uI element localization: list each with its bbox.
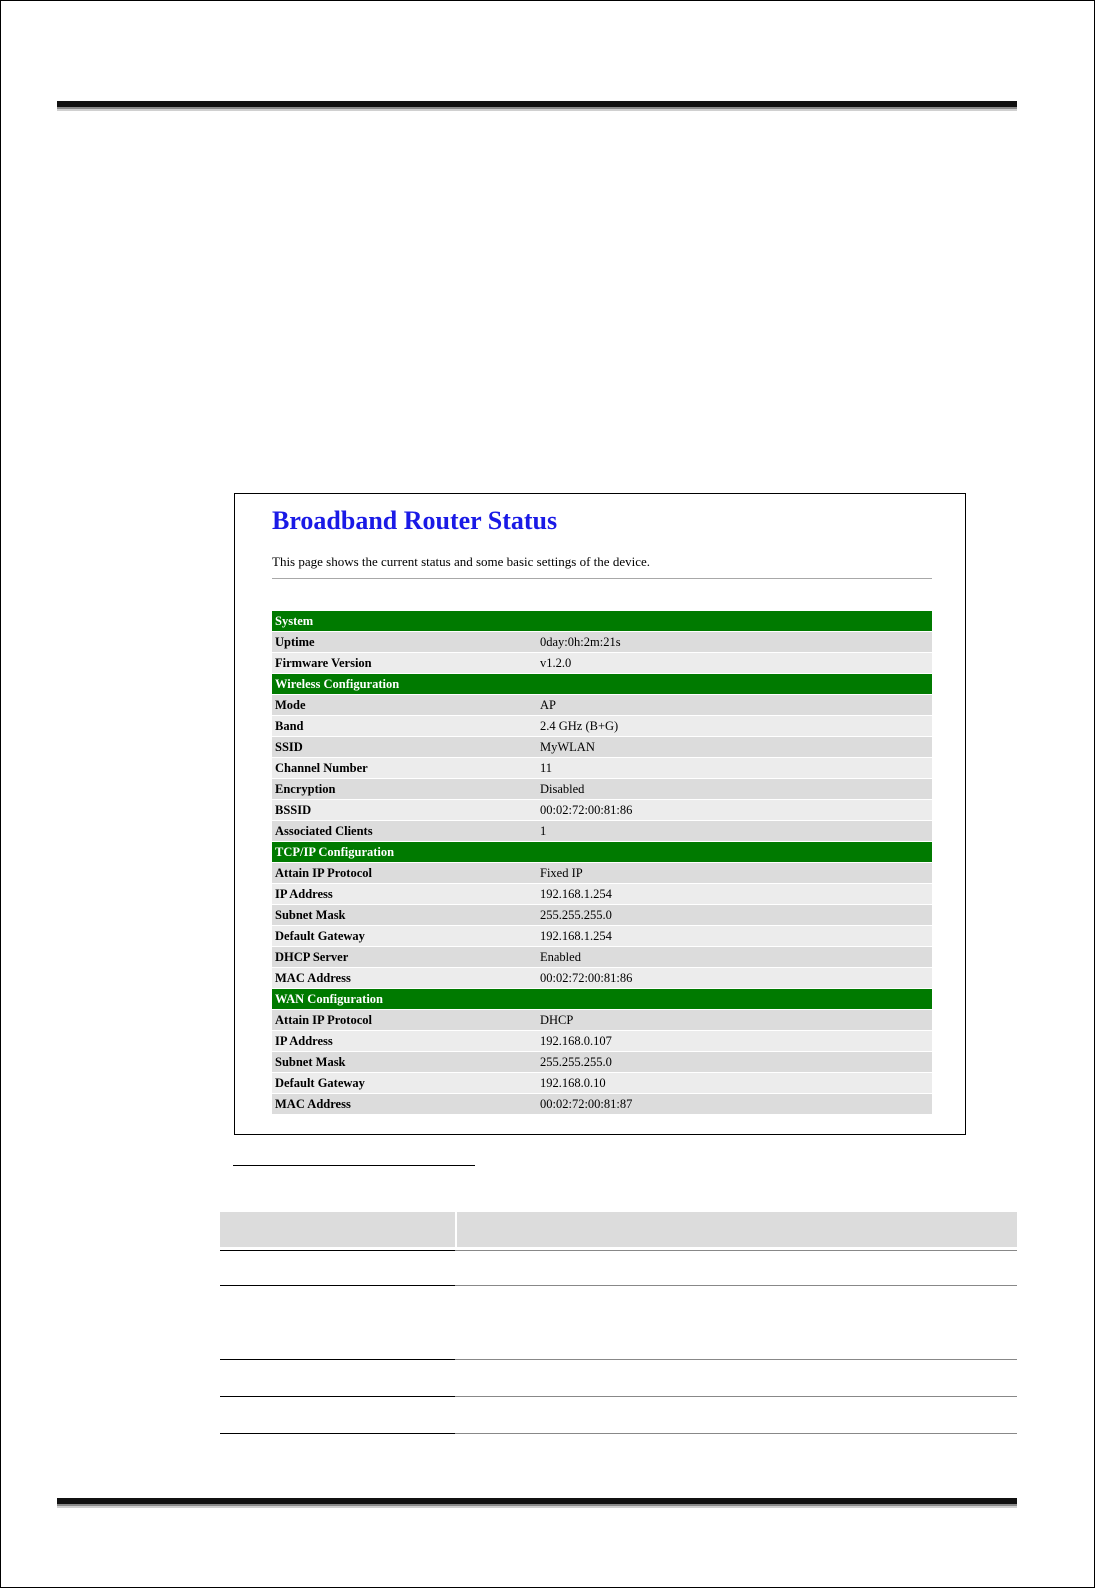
parameter-table-header-cell bbox=[457, 1212, 1017, 1247]
row-value: Disabled bbox=[537, 779, 932, 799]
row-label: Subnet Mask bbox=[272, 1052, 537, 1072]
table-row bbox=[272, 758, 932, 778]
row-value: Enabled bbox=[537, 947, 932, 967]
table-row bbox=[272, 653, 932, 673]
section-header bbox=[272, 674, 932, 694]
row-label: BSSID bbox=[272, 800, 537, 820]
header-rule bbox=[57, 101, 1017, 107]
section-heading: System bbox=[272, 611, 932, 631]
row-value: MyWLAN bbox=[537, 737, 932, 757]
row-label: Associated Clients bbox=[272, 821, 537, 841]
table-row bbox=[272, 1073, 932, 1093]
row-value: v1.2.0 bbox=[537, 653, 932, 673]
row-label: MAC Address bbox=[272, 1094, 537, 1114]
section-heading: TCP/IP Configuration bbox=[272, 842, 932, 862]
caption-underline bbox=[233, 1165, 475, 1166]
section-heading: WAN Configuration bbox=[272, 989, 932, 1009]
table-row bbox=[272, 884, 932, 904]
row-label: Default Gateway bbox=[272, 926, 537, 946]
parameter-table-rule bbox=[220, 1433, 1017, 1434]
page-title: Broadband Router Status bbox=[272, 506, 558, 535]
router-status-screenshot bbox=[234, 493, 966, 1135]
parameter-table-rule bbox=[220, 1359, 1017, 1360]
row-label: Attain IP Protocol bbox=[272, 1010, 537, 1030]
row-value: 255.255.255.0 bbox=[537, 1052, 932, 1072]
row-value: AP bbox=[537, 695, 932, 715]
table-row bbox=[272, 1052, 932, 1072]
table-row bbox=[272, 1010, 932, 1030]
table-row bbox=[272, 800, 932, 820]
row-label: MAC Address bbox=[272, 968, 537, 988]
table-row bbox=[272, 716, 932, 736]
parameter-table-rule bbox=[220, 1285, 1017, 1286]
section-header bbox=[272, 842, 932, 862]
table-row bbox=[272, 821, 932, 841]
row-value: 00:02:72:00:81:86 bbox=[537, 800, 932, 820]
table-row bbox=[272, 905, 932, 925]
table-row bbox=[272, 695, 932, 715]
row-value: 192.168.0.107 bbox=[537, 1031, 932, 1051]
row-label: IP Address bbox=[272, 884, 537, 904]
table-row bbox=[272, 947, 932, 967]
row-value: 00:02:72:00:81:86 bbox=[537, 968, 932, 988]
row-value: 192.168.1.254 bbox=[537, 926, 932, 946]
row-value: DHCP bbox=[537, 1010, 932, 1030]
parameter-table-header bbox=[220, 1212, 1017, 1247]
row-label: SSID bbox=[272, 737, 537, 757]
row-value: Fixed IP bbox=[537, 863, 932, 883]
section-heading: Wireless Configuration bbox=[272, 674, 932, 694]
parameter-table-rule bbox=[220, 1250, 1017, 1251]
row-value: 255.255.255.0 bbox=[537, 905, 932, 925]
parameter-table-rule bbox=[220, 1396, 1017, 1397]
row-value: 192.168.1.254 bbox=[537, 884, 932, 904]
section-header bbox=[272, 989, 932, 1009]
table-row bbox=[272, 863, 932, 883]
row-label: Encryption bbox=[272, 779, 537, 799]
table-row bbox=[272, 1031, 932, 1051]
footer-rule bbox=[57, 1498, 1017, 1504]
row-value: 11 bbox=[537, 758, 932, 778]
divider bbox=[272, 578, 932, 579]
row-label: Default Gateway bbox=[272, 1073, 537, 1093]
row-label: IP Address bbox=[272, 1031, 537, 1051]
row-label: Firmware Version bbox=[272, 653, 537, 673]
row-label: DHCP Server bbox=[272, 947, 537, 967]
row-value: 00:02:72:00:81:87 bbox=[537, 1094, 932, 1114]
row-label: Attain IP Protocol bbox=[272, 863, 537, 883]
row-value: 2.4 GHz (B+G) bbox=[537, 716, 932, 736]
table-row bbox=[272, 632, 932, 652]
table-row bbox=[272, 1094, 932, 1114]
row-label: Uptime bbox=[272, 632, 537, 652]
row-label: Subnet Mask bbox=[272, 905, 537, 925]
parameter-table-header-cell bbox=[220, 1212, 455, 1247]
row-value: 192.168.0.10 bbox=[537, 1073, 932, 1093]
section-header bbox=[272, 611, 932, 631]
table-row bbox=[272, 968, 932, 988]
row-label: Mode bbox=[272, 695, 537, 715]
table-row bbox=[272, 737, 932, 757]
table-row bbox=[272, 926, 932, 946]
page-description: This page shows the current status and some basic settings of the device. bbox=[272, 554, 650, 569]
status-table bbox=[272, 610, 932, 1115]
row-value: 1 bbox=[537, 821, 932, 841]
row-value: 0day:0h:2m:21s bbox=[537, 632, 932, 652]
row-label: Channel Number bbox=[272, 758, 537, 778]
table-row bbox=[272, 779, 932, 799]
row-label: Band bbox=[272, 716, 537, 736]
